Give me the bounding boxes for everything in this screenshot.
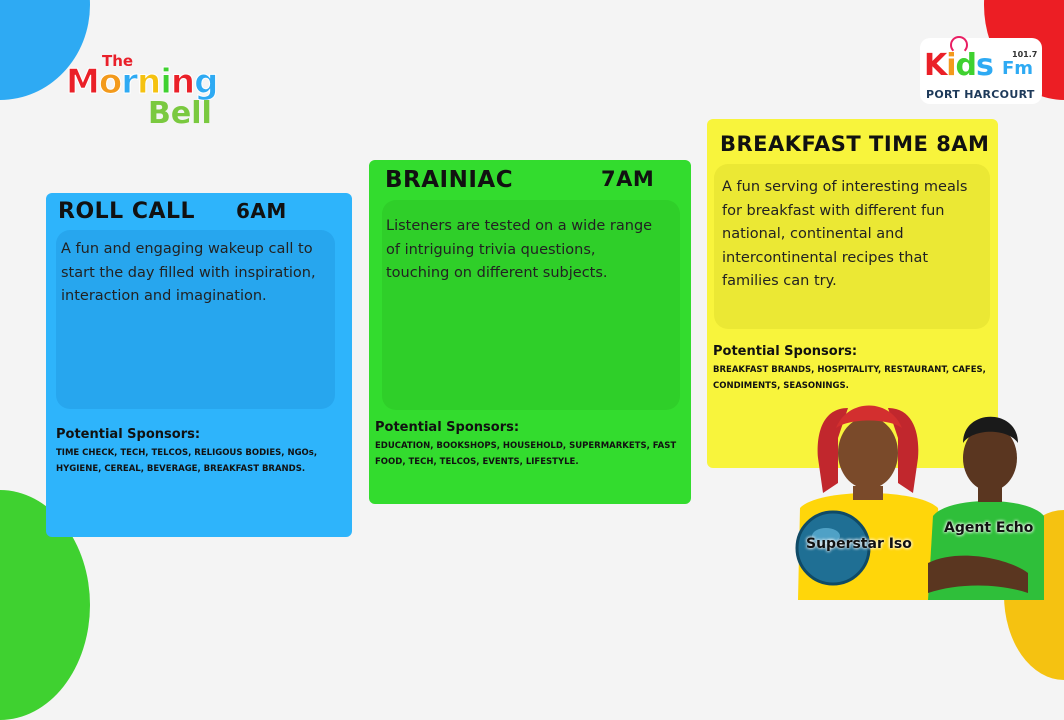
logo-letter: d bbox=[955, 48, 977, 83]
sponsors-list: TIME CHECK, TECH, TELCOS, RELIGOUS BODIES, NGOs, HYGIENE, CEREAL, BEVERAGE, BREAKFAST BRANDS. bbox=[56, 448, 318, 474]
segment-description: A fun and engaging wakeup call to start the day filled with inspiration, interaction and imagination. bbox=[61, 241, 316, 304]
segment-description: Listeners are tested on a wide range of intriguing trivia questions, touching on different subjects. bbox=[386, 218, 653, 281]
segment-title: ROLL CALL bbox=[58, 199, 196, 224]
segment-description-panel bbox=[56, 230, 335, 409]
segment-title: BREAKFAST TIME 8AM bbox=[720, 132, 990, 156]
segment-time: 7AM bbox=[601, 167, 655, 191]
presenters-photo bbox=[778, 398, 1044, 600]
logo-letter: n bbox=[136, 62, 161, 102]
logo-bell: Bell bbox=[148, 96, 212, 131]
logo-fm: Fm bbox=[1002, 58, 1034, 79]
logo-letter: i bbox=[946, 48, 956, 83]
segment-description: A fun serving of interesting meals for breakfast with different fun national, continental and intercontinental recipes that families can try. bbox=[722, 179, 968, 289]
presenter-echo-figure bbox=[928, 417, 1044, 600]
kids-fm-logo bbox=[920, 38, 1042, 104]
sponsors-list: BREAKFAST BRANDS, HOSPITALITY, RESTAURANT, CAFES, CONDIMENTS, SEASONINGS. bbox=[713, 365, 986, 391]
segment-card-brainiac bbox=[369, 160, 691, 504]
logo-letter: s bbox=[976, 48, 993, 83]
presenters-illustration bbox=[778, 398, 1044, 600]
segment-card-roll-call bbox=[46, 193, 352, 537]
logo-letter: n bbox=[170, 62, 195, 102]
sponsors-heading: Potential Sponsors: bbox=[713, 344, 858, 359]
logo-letter: o bbox=[98, 62, 122, 102]
logo-kids bbox=[924, 48, 993, 83]
segment-time: 6AM bbox=[236, 199, 287, 223]
presenter-name-echo: Agent Echo bbox=[944, 520, 1034, 536]
logo-the: The bbox=[102, 52, 134, 70]
presenter-name-iso: Superstar Iso bbox=[806, 536, 912, 552]
sponsors-heading: Potential Sponsors: bbox=[56, 427, 201, 442]
sponsors-list: EDUCATION, BOOKSHOPS, HOUSEHOLD, SUPERMARKETS, FAST FOOD, TECH, TELCOS, EVENTS, LIFESTYLE. bbox=[375, 441, 677, 467]
segment-title: BRAINIAC bbox=[385, 167, 514, 193]
logo-letter: r bbox=[121, 62, 137, 102]
segment-description-panel bbox=[714, 164, 990, 329]
logo-letter: M bbox=[66, 62, 99, 102]
logo-letter: i bbox=[160, 62, 171, 102]
morning-bell-logo bbox=[66, 52, 246, 137]
logo-city: PORT HARCOURT bbox=[926, 88, 1035, 101]
segment-description-panel bbox=[382, 200, 680, 410]
logo-letter: g bbox=[194, 62, 218, 102]
logo-letter: K bbox=[924, 48, 947, 83]
sponsors-heading: Potential Sponsors: bbox=[375, 420, 520, 435]
logo-frequency: 101.7 bbox=[1012, 50, 1038, 59]
presenter-iso-figure bbox=[797, 406, 946, 601]
